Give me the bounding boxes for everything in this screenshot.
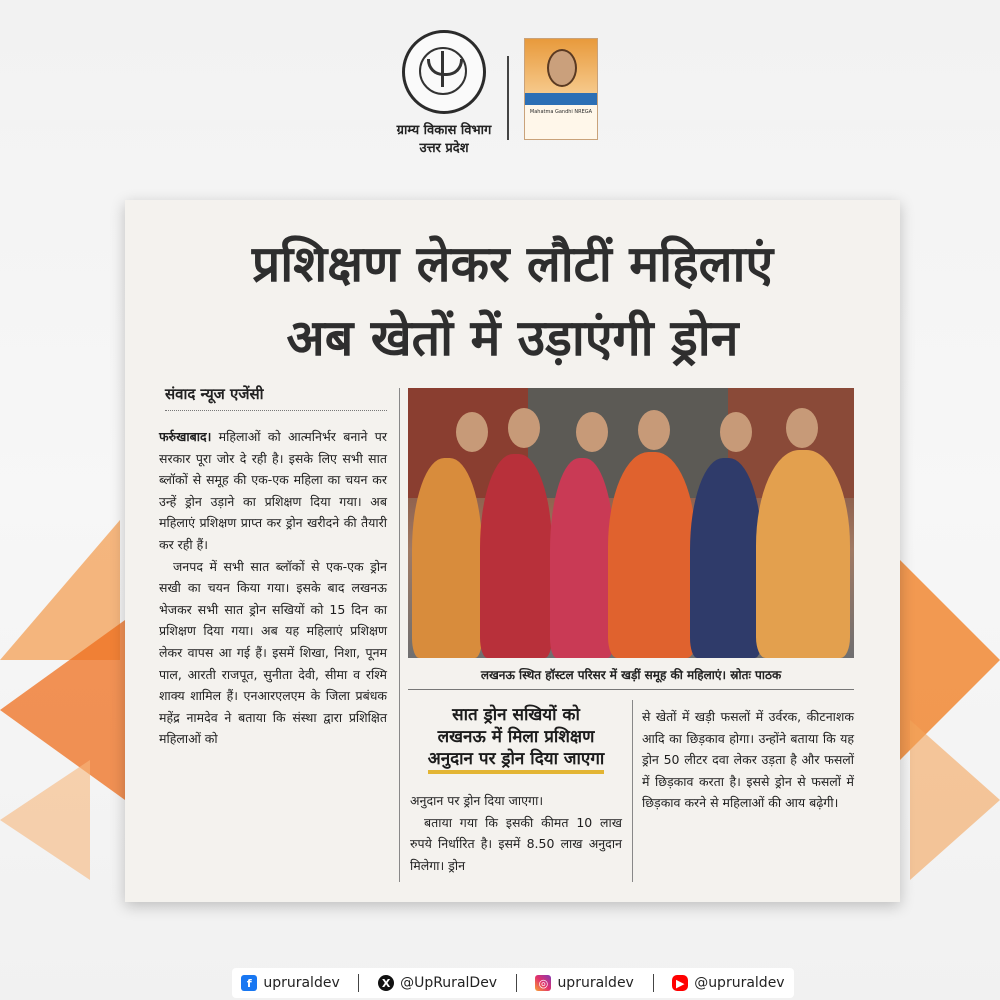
youtube-handle[interactable] <box>672 975 784 991</box>
byline: संवाद न्यूज एजेंसी <box>165 384 387 411</box>
x-handle-text: @UpRuralDev <box>400 975 498 991</box>
logo-divider <box>507 56 509 140</box>
mgnrega-logo: Mahatma Gandhi NREGA <box>524 38 598 140</box>
facebook-icon: f <box>241 975 257 991</box>
decor-triangle-right-2 <box>910 720 1000 880</box>
decor-triangle-left-3 <box>0 760 90 880</box>
x-icon: X <box>378 975 394 991</box>
col1-paragraph-1: महिलाओं को आत्मनिर्भर बनाने पर सरकार पूरा जोर दे रही है। इसके लिए सभी सात ब्लॉकों से समूह की एक-एक महिला का चयन कर उन्हें ड्रोन उड़ाने का प्रशिक्षण दिया गया। अब महिलाएं प्रशिक्षण प्राप्त कर ड्रोन खरीदने की तैयारी कर रही हैं। <box>159 429 387 552</box>
x-handle[interactable] <box>378 975 497 991</box>
group-photo <box>408 388 854 658</box>
instagram-handle-text: upruraldev <box>557 975 634 991</box>
facebook-handle-text: upruraldev <box>263 975 340 991</box>
col3-paragraph-1: से खेतों में खड़ी फसलों में उर्वरक, कीटनाशक आदि का छिड़काव होगा। उन्होंने बताया कि यह ड्रोन 50 लीटर दवा लेकर उड़ता है और फसलों में छिड़काव करता है। इससे ड्रोन से फसलों में छिड़काव करने से महिलाओं की आय बढ़ेगी। <box>642 709 854 811</box>
subhead-line-2: लखनऊ में मिला प्रशिक्षण <box>437 727 595 747</box>
facebook-handle[interactable] <box>241 975 339 991</box>
subheadline <box>410 704 622 774</box>
state-name: उत्तर प्रदेश <box>419 141 469 156</box>
gandhi-portrait-icon <box>547 49 577 87</box>
instagram-handle[interactable] <box>535 975 633 991</box>
social-handles-bar <box>232 968 794 998</box>
subhead-line-1: सात ड्रोन सखियों को <box>452 705 580 725</box>
col2-paragraph-2: बताया गया कि इसकी कीमत 10 लाख रुपये निर्धारित है। इसमें 8.50 लाख अनुदान मिलेगा। ड्रोन <box>410 814 622 873</box>
column-rule-2 <box>632 700 633 882</box>
up-government-logo <box>398 30 490 160</box>
subhead-line-3: अनुदान पर ड्रोन दिया जाएगा <box>428 748 605 774</box>
separator <box>358 974 359 992</box>
department-name: ग्राम्य विकास विभाग <box>396 123 492 138</box>
youtube-icon: ▶ <box>672 975 688 991</box>
newspaper-clipping <box>125 200 900 902</box>
up-emblem-icon <box>402 30 486 114</box>
headline-line-1: प्रशिक्षण लेकर लौटीं महिलाएं <box>251 235 774 293</box>
separator <box>653 974 654 992</box>
youtube-handle-text: @upruraldev <box>694 975 785 991</box>
separator <box>516 974 517 992</box>
dateline: फर्रुखाबाद। <box>159 429 212 444</box>
article-column-1 <box>159 426 387 750</box>
column-rule-1 <box>399 388 400 882</box>
photo-caption: लखनऊ स्थित हॉस्टल परिसर में खड़ीं समूह की महिलाएं। स्रोतः पाठक <box>408 666 854 690</box>
article-column-2 <box>410 790 622 876</box>
col1-paragraph-2: जनपद में सभी सात ब्लॉकों से एक-एक ड्रोन सखी का चयन किया गया। इसके बाद लखनऊ भेजकर सभी सात ड्रोन सखियों को 15 दिन का प्रशिक्षण दिया गया। अब यह महिलाएं प्रशिक्षण लेकर वापस आ गई हैं। इसमें शिखा, निशा, पूनम पाल, आरती राजपूत, सुनीता देवी, सीमा व रश्मि शाक्य शामिल हैं। एनआरएलएम के जिला प्रबंधक महेंद्र नामदेव ने बताया कि संस्था द्वारा प्रशिक्षित महिलाओं को <box>159 558 387 747</box>
headline-line-2: अब खेतों में उड़ाएंगी ड्रोन <box>286 309 739 367</box>
article-column-3 <box>642 706 854 814</box>
col2-paragraph-1: अनुदान पर ड्रोन दिया जाएगा। <box>410 793 544 808</box>
instagram-icon: ◎ <box>535 975 551 991</box>
